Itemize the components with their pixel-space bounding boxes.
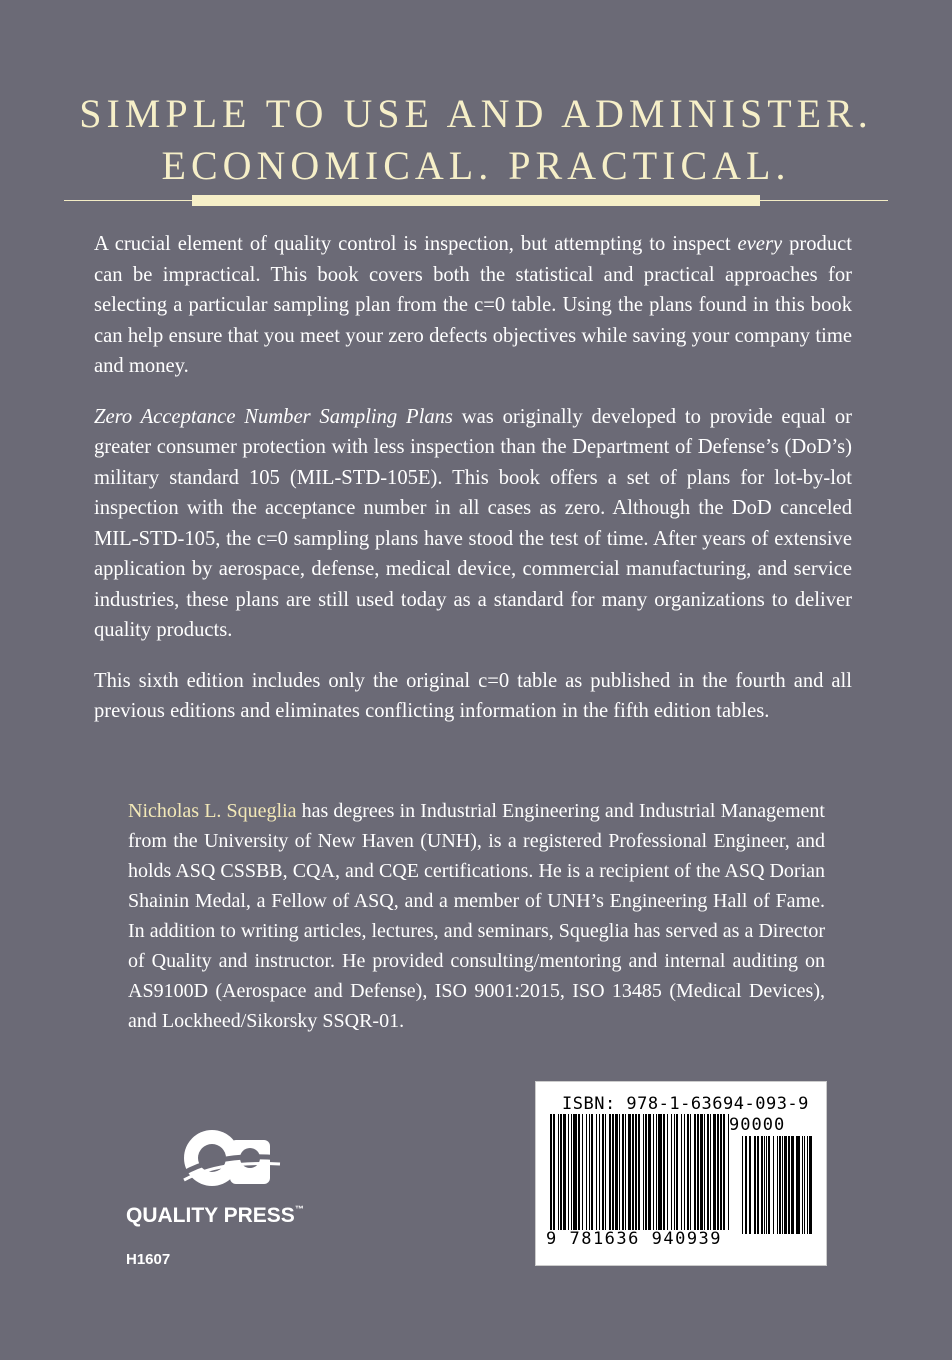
headline [0, 88, 952, 192]
headline-line-2: ECONOMICAL. PRACTICAL. [161, 143, 791, 188]
description-paragraph-3: This sixth edition includes only the original c=0 table as published in the fourth and all previous editions and eliminates conflicting information in the fifth edition tables. [94, 669, 852, 722]
author-bio [128, 796, 825, 1036]
product-code: H1607 [126, 1251, 171, 1268]
barcode-addon: 90000 [729, 1115, 786, 1135]
description-paragraph-1: A crucial element of quality control is inspection, but attempting to inspect every product can be impractical. This book covers both the statistical and practical approaches for selecting a particular sampling plan from the c=0 table. Using the plans found in this book can help ensure that you meet your zero defects objectives while saving your company time and money. [94, 233, 852, 377]
divider-thick [192, 195, 760, 206]
isbn-label: ISBN: 978-1-63694-093-9 [562, 1094, 809, 1114]
description [94, 229, 852, 747]
author-bio-text: has degrees in Industrial Engineering and Industrial Management from the University of New Haven (UNH), is a registered Professional Engineer, and holds ASQ CSSBB, CQA, and CQE certifications. He is a recipient of the ASQ Dorian Shainin Medal, a Fellow of ASQ, and a member of UNH’s Engineering Hall of Fame. In addition to writing articles, lectures, and seminars, Squeglia has served as a Director of Quality and instructor. He provided consulting/mentoring and internal auditing on AS9100D (Aerospace and Defense), ISO 9001:2015, ISO 13485 (Medical Devices), and Lockheed/Sikorsky SSQR-01. [128, 800, 825, 1032]
description-paragraph-2: Zero Acceptance Number Sampling Plans was originally developed to provide equal or greater consumer protection with less inspection than the Department of Defense’s (DoD’s) military standard 105 (MIL-STD-105E). This book offers a set of plans for lot-by-lot inspection with the acceptance number in all cases as zero. Although the DoD canceled MIL-STD-105, the c=0 sampling plans have stood the test of time. After years of extensive application by aerospace, defense, medical device, commercial manufacturing, and service industries, these plans are still used today as a standard for many organizations to deliver quality products. [94, 405, 852, 641]
headline-line-1: SIMPLE TO USE AND ADMINISTER. [79, 91, 873, 136]
quality-press-logo-icon [176, 1124, 286, 1194]
publisher-name: QUALITY PRESS™ [126, 1204, 304, 1227]
barcode-box [535, 1081, 827, 1266]
barcode-digits: 9 781636 940939 [546, 1229, 723, 1249]
publisher-logo [126, 1124, 336, 1234]
trademark-symbol: ™ [294, 1204, 304, 1214]
author-name: Nicholas L. Squeglia [128, 800, 297, 822]
